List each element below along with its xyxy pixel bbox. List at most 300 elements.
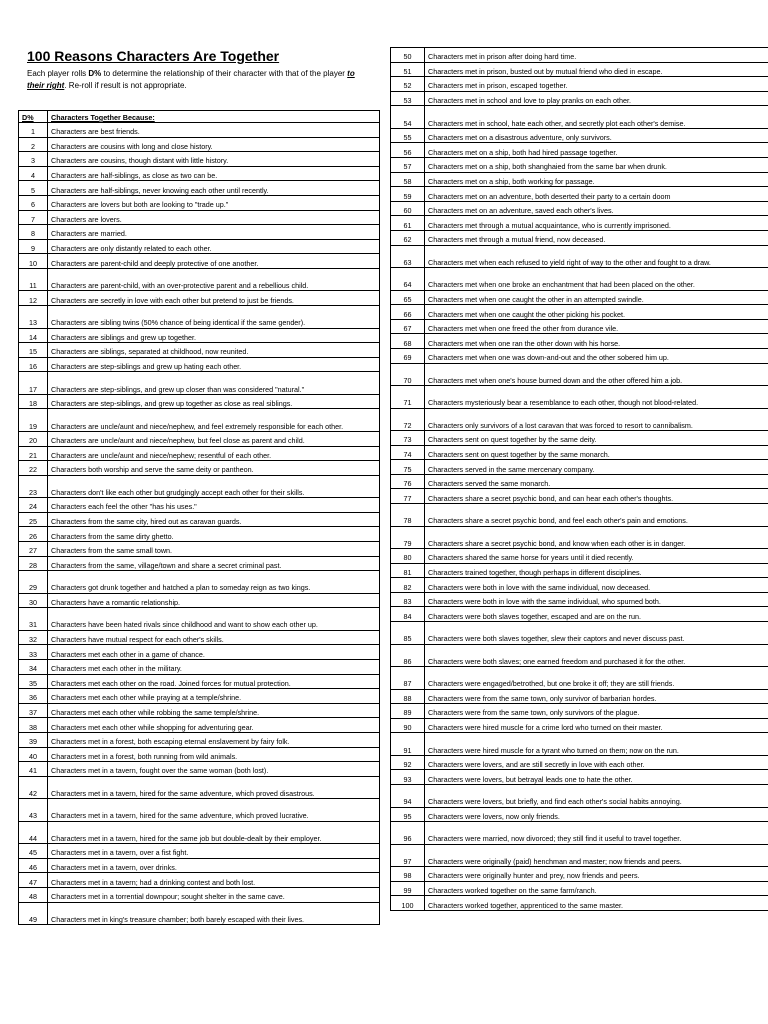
roll-number: 49 <box>19 902 48 925</box>
reason-text: Characters are siblings, separated at childhood, now reunited. <box>48 343 380 358</box>
reason-text: Characters met when each refused to yield right of way to the other and fought to a draw. <box>425 245 768 268</box>
table-row <box>391 77 768 92</box>
roll-number: 20 <box>19 431 48 446</box>
roll-number: 76 <box>391 474 425 489</box>
table-row <box>19 372 380 395</box>
table-row <box>391 718 768 733</box>
table-row <box>19 630 380 645</box>
table-row <box>391 187 768 202</box>
reason-text: Characters trained together, though perhaps in different disciplines. <box>425 563 768 578</box>
table-row <box>19 195 380 210</box>
table-row <box>391 770 768 785</box>
table-row <box>391 460 768 475</box>
roll-number: 27 <box>19 541 48 556</box>
roll-number: 74 <box>391 445 425 460</box>
reasons-table-right <box>390 47 768 911</box>
roll-number: 85 <box>391 622 425 645</box>
reason-text: Characters met through a mutual friend, now deceased. <box>425 231 768 246</box>
table-row <box>19 873 380 888</box>
reason-text: Characters from the same, village/town and share a secret criminal past. <box>48 556 380 571</box>
roll-number: 75 <box>391 460 425 475</box>
roll-number: 89 <box>391 704 425 719</box>
reason-text: Characters met in a tavern, over a fist fight. <box>48 844 380 859</box>
reason-text: Characters met each other on the road. Joined forces for mutual protection. <box>48 674 380 689</box>
roll-number: 7 <box>19 210 48 225</box>
reason-text: Characters met on an adventure, saved each other's lives. <box>425 201 768 216</box>
roll-number: 23 <box>19 475 48 498</box>
reason-text: Characters were originally hunter and prey, now friends and peers. <box>425 867 768 882</box>
table-row <box>391 689 768 704</box>
roll-number: 22 <box>19 461 48 476</box>
table-row <box>19 762 380 777</box>
table-row <box>19 718 380 733</box>
reason-text: Characters were hired muscle for a tyrant who turned on them; now on the run. <box>425 733 768 756</box>
reason-text: Characters were engaged/betrothed, but one broke it off; they are still friends. <box>425 667 768 690</box>
roll-number: 94 <box>391 785 425 808</box>
table-row <box>391 290 768 305</box>
reason-text: Characters have been hated rivals since childhood and want to show each other up. <box>48 608 380 631</box>
table-row <box>19 328 380 343</box>
table-row <box>391 549 768 564</box>
reason-text: Characters are best friends. <box>48 123 380 138</box>
table-row <box>19 225 380 240</box>
roll-number: 4 <box>19 166 48 181</box>
table-row <box>391 305 768 320</box>
roll-number: 61 <box>391 216 425 231</box>
table-row <box>19 776 380 799</box>
roll-number: 69 <box>391 349 425 364</box>
table-row <box>19 659 380 674</box>
table-row <box>19 527 380 542</box>
roll-number: 96 <box>391 822 425 845</box>
table-row <box>19 593 380 608</box>
roll-number: 50 <box>391 48 425 63</box>
table-row <box>391 592 768 607</box>
table-row <box>19 291 380 306</box>
roll-number: 3 <box>19 152 48 167</box>
roll-number: 13 <box>19 306 48 329</box>
table-row <box>19 210 380 225</box>
reason-text: Characters met when one caught the other picking his pocket. <box>425 305 768 320</box>
reason-text: Characters met when one ran the other down with his horse. <box>425 334 768 349</box>
table-row <box>391 445 768 460</box>
table-row <box>391 881 768 896</box>
reason-text: Characters were from the same town, only survivors of the plague. <box>425 704 768 719</box>
reason-text: Characters are step-siblings and grew up hating each other. <box>48 357 380 372</box>
intro-text <box>27 68 372 92</box>
roll-number: 98 <box>391 867 425 882</box>
roll-number: 12 <box>19 291 48 306</box>
reason-text: Characters met on a ship, both had hired passage together. <box>425 143 768 158</box>
reason-text: Characters share a secret psychic bond, and can hear each other's thoughts. <box>425 489 768 504</box>
roll-number: 41 <box>19 762 48 777</box>
roll-number: 24 <box>19 498 48 513</box>
reason-text: Characters each feel the other "has his uses." <box>48 498 380 513</box>
roll-number: 37 <box>19 703 48 718</box>
table-row <box>19 268 380 291</box>
reason-text: Characters got drunk together and hatched a plan to someday reign as two kings. <box>48 571 380 594</box>
table-row <box>19 541 380 556</box>
roll-number: 34 <box>19 659 48 674</box>
table-row <box>391 607 768 622</box>
reason-text: Characters are secretly in love with each other but pretend to just be friends. <box>48 291 380 306</box>
roll-number: 52 <box>391 77 425 92</box>
table-row <box>391 844 768 867</box>
reason-text: Characters have a romantic relationship. <box>48 593 380 608</box>
reason-text: Characters were married, now divorced; they still find it useful to travel together. <box>425 822 768 845</box>
roll-number: 72 <box>391 408 425 431</box>
roll-number: 5 <box>19 181 48 196</box>
table-row <box>391 807 768 822</box>
table-row <box>19 181 380 196</box>
reason-text: Characters are siblings and grew up together. <box>48 328 380 343</box>
reason-text: Characters met in prison, busted out by mutual friend who died in escape. <box>425 62 768 77</box>
table-row <box>391 578 768 593</box>
intro-part3: . Re-roll if result is not appropriate. <box>64 81 187 90</box>
reason-text: Characters share a secret psychic bond, and know when each other is in danger. <box>425 526 768 549</box>
roll-number: 42 <box>19 776 48 799</box>
roll-number: 70 <box>391 363 425 386</box>
roll-number: 31 <box>19 608 48 631</box>
table-row <box>19 152 380 167</box>
roll-number: 36 <box>19 689 48 704</box>
reason-text: Characters shared the same horse for years until it died recently. <box>425 549 768 564</box>
table-row <box>391 474 768 489</box>
reason-text: Characters met in a tavern, over drinks. <box>48 858 380 873</box>
roll-number: 17 <box>19 372 48 395</box>
table-row <box>19 821 380 844</box>
table-row <box>391 334 768 349</box>
reason-text: Characters met each other in the military. <box>48 659 380 674</box>
roll-number: 59 <box>391 187 425 202</box>
reason-text: Characters were lovers, now only friends. <box>425 807 768 822</box>
roll-number: 93 <box>391 770 425 785</box>
reason-text: Characters were both slaves together, escaped and are on the run. <box>425 607 768 622</box>
roll-number: 2 <box>19 137 48 152</box>
roll-number: 19 <box>19 409 48 432</box>
roll-number: 11 <box>19 268 48 291</box>
reason-text: Characters are married. <box>48 225 380 240</box>
roll-number: 60 <box>391 201 425 216</box>
table-row <box>391 62 768 77</box>
reason-text: Characters served in the same mercenary company. <box>425 460 768 475</box>
table-row <box>391 91 768 106</box>
table-row <box>391 867 768 882</box>
reason-text: Characters are step-siblings, and grew up together as close as real siblings. <box>48 394 380 409</box>
reason-text: Characters are uncle/aunt and niece/nephew, and feel extremely responsible for each other. <box>48 409 380 432</box>
roll-number: 15 <box>19 343 48 358</box>
reason-text: Characters have mutual respect for each other's skills. <box>48 630 380 645</box>
table-row <box>19 137 380 152</box>
table-row <box>391 363 768 386</box>
table-row <box>19 254 380 269</box>
roll-number: 66 <box>391 305 425 320</box>
roll-number: 53 <box>391 91 425 106</box>
reason-text: Characters sent on quest together by the same deity. <box>425 431 768 446</box>
roll-number: 45 <box>19 844 48 859</box>
table-row <box>391 785 768 808</box>
table-row <box>19 446 380 461</box>
reason-text: Characters are half-siblings, as close as two can be. <box>48 166 380 181</box>
roll-number: 46 <box>19 858 48 873</box>
reason-text: Characters are cousins with long and close history. <box>48 137 380 152</box>
table-row <box>391 622 768 645</box>
reason-text: Characters met in prison after doing hard time. <box>425 48 768 63</box>
reason-text: Characters met in a torrential downpour; sought shelter in the same cave. <box>48 887 380 902</box>
roll-number: 33 <box>19 645 48 660</box>
reason-text: Characters worked together on the same farm/ranch. <box>425 881 768 896</box>
reason-text: Characters met in a tavern, hired for the same adventure, which proved lucrative. <box>48 799 380 822</box>
roll-number: 54 <box>391 106 425 129</box>
table-row <box>19 674 380 689</box>
reason-text: Characters met when one's house burned down and the other offered him a job. <box>425 363 768 386</box>
roll-number: 82 <box>391 578 425 593</box>
roll-number: 90 <box>391 718 425 733</box>
reason-text: Characters met in a tavern, hired for the same adventure, which proved disastrous. <box>48 776 380 799</box>
roll-number: 40 <box>19 747 48 762</box>
table-row <box>19 571 380 594</box>
table-row <box>391 896 768 911</box>
roll-number: 18 <box>19 394 48 409</box>
roll-number: 28 <box>19 556 48 571</box>
reason-text: Characters were lovers, but briefly, and find each other's social habits annoying. <box>425 785 768 808</box>
roll-number: 55 <box>391 128 425 143</box>
table-row <box>391 526 768 549</box>
table-row <box>19 689 380 704</box>
table-row <box>19 306 380 329</box>
roll-column-header: D% <box>19 111 48 123</box>
reason-text: Characters are parent-child and deeply protective of one another. <box>48 254 380 269</box>
reason-text: Characters are uncle/aunt and niece/nephew, but feel close as parent and child. <box>48 431 380 446</box>
reason-text: Characters met in a tavern; had a drinking contest and both lost. <box>48 873 380 888</box>
reason-text: Characters are lovers. <box>48 210 380 225</box>
table-row <box>19 608 380 631</box>
table-row <box>391 386 768 409</box>
reason-text: Characters are half-siblings, never knowing each other until recently. <box>48 181 380 196</box>
roll-number: 58 <box>391 172 425 187</box>
roll-number: 92 <box>391 755 425 770</box>
reason-text: Characters met when one was down-and-out and the other sobered him up. <box>425 349 768 364</box>
table-row <box>391 216 768 231</box>
reason-text: Characters from the same city, hired out as caravan guards. <box>48 512 380 527</box>
reasons-table-left <box>18 110 380 925</box>
reason-text: Characters met in king's treasure chamber; both barely escaped with their lives. <box>48 902 380 925</box>
reason-text: Characters are lovers but both are looking to "trade up." <box>48 195 380 210</box>
roll-number: 16 <box>19 357 48 372</box>
roll-number: 81 <box>391 563 425 578</box>
reason-text: Characters met on a ship, both shanghaied from the same bar when drunk. <box>425 158 768 173</box>
table-row <box>391 231 768 246</box>
table-row <box>391 504 768 527</box>
reason-text: Characters met through a mutual acquaintance, who is currently imprisoned. <box>425 216 768 231</box>
reason-text: Characters are step-siblings, and grew up closer than was considered "natural." <box>48 372 380 395</box>
reason-text: Characters both worship and serve the same deity or pantheon. <box>48 461 380 476</box>
reason-text: Characters met in a forest, both running from wild animals. <box>48 747 380 762</box>
roll-number: 47 <box>19 873 48 888</box>
reason-text: Characters were both slaves together, slew their captors and never discuss past. <box>425 622 768 645</box>
reason-text: Characters are sibling twins (50% chance of being identical if the same gender). <box>48 306 380 329</box>
roll-number: 43 <box>19 799 48 822</box>
roll-number: 51 <box>391 62 425 77</box>
table-row <box>19 799 380 822</box>
roll-number: 87 <box>391 667 425 690</box>
table-row <box>19 239 380 254</box>
table-row <box>391 431 768 446</box>
roll-number: 71 <box>391 386 425 409</box>
table-row <box>391 319 768 334</box>
table-row <box>19 357 380 372</box>
reason-text: Characters met in a tavern, hired for the same job but double-dealt by their employer. <box>48 821 380 844</box>
intro-direction: to their right <box>27 69 355 90</box>
roll-number: 99 <box>391 881 425 896</box>
intro-part2: to determine the relationship of their character with that of the player <box>101 69 348 78</box>
reason-text: Characters from the same dirty ghetto. <box>48 527 380 542</box>
table-row <box>19 123 380 138</box>
reason-text: Characters from the same small town. <box>48 541 380 556</box>
roll-number: 6 <box>19 195 48 210</box>
reason-text: Characters met in a forest, both escaping eternal enslavement by fairy folk. <box>48 732 380 747</box>
roll-number: 95 <box>391 807 425 822</box>
reason-text: Characters don't like each other but grudgingly accept each other for their skills. <box>48 475 380 498</box>
reason-text: Characters met in school and love to play pranks on each other. <box>425 91 768 106</box>
page-title: 100 Reasons Characters Are Together <box>27 48 280 64</box>
reason-text: Characters met each other while shopping for adventuring gear. <box>48 718 380 733</box>
table-row <box>391 143 768 158</box>
table-row <box>391 755 768 770</box>
roll-number: 88 <box>391 689 425 704</box>
table-row <box>19 732 380 747</box>
roll-number: 1 <box>19 123 48 138</box>
roll-number: 62 <box>391 231 425 246</box>
roll-number: 56 <box>391 143 425 158</box>
roll-number: 67 <box>391 319 425 334</box>
table-row <box>391 349 768 364</box>
table-header-row <box>19 111 380 123</box>
reason-text: Characters were both in love with the same individual, now deceased. <box>425 578 768 593</box>
intro-die: D% <box>88 69 102 78</box>
roll-number: 80 <box>391 549 425 564</box>
table-row <box>391 48 768 63</box>
roll-number: 14 <box>19 328 48 343</box>
reason-text: Characters were from the same town, only survivor of barbarian hordes. <box>425 689 768 704</box>
reason-text: Characters met each other in a game of chance. <box>48 645 380 660</box>
table-row <box>19 343 380 358</box>
reason-text: Characters met when one caught the other in an attempted swindle. <box>425 290 768 305</box>
table-row <box>19 498 380 513</box>
table-row <box>391 822 768 845</box>
roll-number: 35 <box>19 674 48 689</box>
roll-number: 30 <box>19 593 48 608</box>
reason-text: Characters sent on quest together by the same monarch. <box>425 445 768 460</box>
table-row <box>19 703 380 718</box>
reason-text: Characters are parent-child, with an over-protective parent and a rebellious child. <box>48 268 380 291</box>
roll-number: 63 <box>391 245 425 268</box>
roll-number: 83 <box>391 592 425 607</box>
reason-text: Characters worked together, apprenticed to the same master. <box>425 896 768 911</box>
roll-number: 44 <box>19 821 48 844</box>
table-row <box>19 844 380 859</box>
intro-part1: Each player rolls <box>27 69 89 78</box>
roll-number: 25 <box>19 512 48 527</box>
table-row <box>391 158 768 173</box>
roll-number: 57 <box>391 158 425 173</box>
reason-text: Characters met in a tavern, fought over the same woman (both lost). <box>48 762 380 777</box>
reason-text: Characters met when one broke an enchantment that had been placed on the other. <box>425 268 768 291</box>
table-row <box>391 489 768 504</box>
roll-number: 26 <box>19 527 48 542</box>
reason-text: Characters met each other while robbing the same temple/shrine. <box>48 703 380 718</box>
roll-number: 77 <box>391 489 425 504</box>
table-row <box>19 747 380 762</box>
table-row <box>19 902 380 925</box>
roll-number: 21 <box>19 446 48 461</box>
table-row <box>391 268 768 291</box>
table-row <box>19 512 380 527</box>
reason-text: Characters are only distantly related to each other. <box>48 239 380 254</box>
table-row <box>391 644 768 667</box>
reason-text: Characters are uncle/aunt and niece/nephew; resentful of each other. <box>48 446 380 461</box>
reason-text: Characters met when one freed the other from durance vile. <box>425 319 768 334</box>
roll-number: 79 <box>391 526 425 549</box>
roll-number: 84 <box>391 607 425 622</box>
table-row <box>391 245 768 268</box>
roll-number: 78 <box>391 504 425 527</box>
roll-number: 39 <box>19 732 48 747</box>
reason-text: Characters were both in love with the same individual, who spurned both. <box>425 592 768 607</box>
reason-text: Characters share a secret psychic bond, and feel each other's pain and emotions. <box>425 504 768 527</box>
roll-number: 8 <box>19 225 48 240</box>
table-row <box>19 461 380 476</box>
table-row <box>19 166 380 181</box>
roll-number: 32 <box>19 630 48 645</box>
table-row <box>391 563 768 578</box>
table-row <box>19 556 380 571</box>
table-row <box>391 128 768 143</box>
table-row <box>391 408 768 431</box>
roll-number: 64 <box>391 268 425 291</box>
table-row <box>391 106 768 129</box>
roll-number: 100 <box>391 896 425 911</box>
reason-text: Characters met in prison, escaped together. <box>425 77 768 92</box>
reason-text: Characters were both slaves; one earned freedom and purchased it for the other. <box>425 644 768 667</box>
roll-number: 29 <box>19 571 48 594</box>
table-row <box>19 645 380 660</box>
reason-text: Characters were lovers, and are still secretly in love with each other. <box>425 755 768 770</box>
roll-number: 68 <box>391 334 425 349</box>
reason-text: Characters only survivors of a lost caravan that was forced to resort to cannibalism. <box>425 408 768 431</box>
roll-number: 65 <box>391 290 425 305</box>
table-row <box>19 409 380 432</box>
reason-text: Characters served the same monarch. <box>425 474 768 489</box>
roll-number: 86 <box>391 644 425 667</box>
reason-text: Characters met in school, hate each other, and secretly plot each other's demise. <box>425 106 768 129</box>
table-row <box>391 201 768 216</box>
table-row <box>19 887 380 902</box>
reason-text: Characters were originally (paid) henchman and master; now friends and peers. <box>425 844 768 867</box>
reason-text: Characters met each other while praying at a temple/shrine. <box>48 689 380 704</box>
table-row <box>391 667 768 690</box>
reason-text: Characters were hired muscle for a crime lord who turned on their master. <box>425 718 768 733</box>
table-row <box>391 704 768 719</box>
roll-number: 73 <box>391 431 425 446</box>
description-column-header: Characters Together Because: <box>48 111 380 123</box>
roll-number: 48 <box>19 887 48 902</box>
roll-number: 91 <box>391 733 425 756</box>
roll-number: 9 <box>19 239 48 254</box>
roll-number: 97 <box>391 844 425 867</box>
table-row <box>391 172 768 187</box>
reason-text: Characters are cousins, though distant with little history. <box>48 152 380 167</box>
